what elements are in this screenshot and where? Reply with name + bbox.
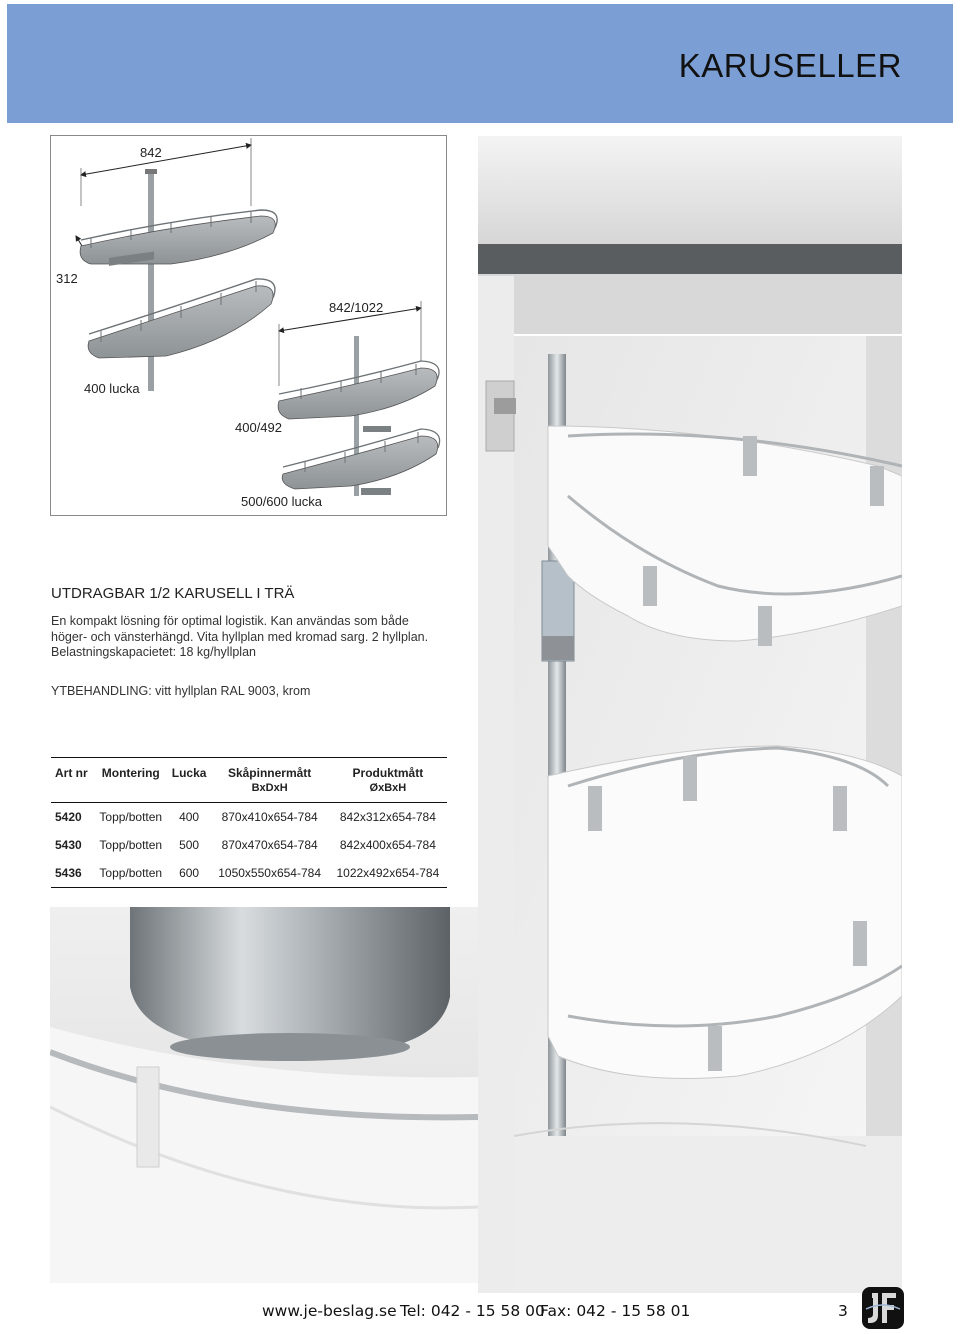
dim-width-alt-label: 842/1022 bbox=[329, 300, 384, 315]
header-montering: Montering bbox=[94, 758, 168, 803]
cell-skap: 1050x550x654-784 bbox=[211, 859, 329, 888]
cell-lucka: 600 bbox=[168, 859, 211, 888]
description-line: höger- och vänsterhängd. Vita hyllplan med kromad sarg. 2 hyllplan. bbox=[51, 629, 429, 644]
table-header-row bbox=[51, 758, 447, 803]
page-number: 3 bbox=[838, 1302, 848, 1320]
carousel-drawing bbox=[51, 136, 447, 516]
table-row bbox=[51, 803, 447, 832]
table-row bbox=[51, 831, 447, 859]
cell-montering: Topp/botten bbox=[99, 838, 163, 852]
cell-montering: Topp/botten bbox=[99, 810, 163, 824]
cell-art-nr: 5420 bbox=[55, 810, 82, 824]
footer-tel: Tel: 042 - 15 58 00 bbox=[400, 1302, 545, 1320]
product-title: UTDRAGBAR 1/2 KARUSELL I TRÄ bbox=[51, 585, 295, 602]
footer-fax: Fax: 042 - 15 58 01 bbox=[540, 1302, 691, 1320]
cell-lucka: 500 bbox=[179, 838, 200, 852]
footer-website[interactable]: www.je-beslag.se bbox=[262, 1302, 397, 1320]
cell-produkt: 1022x492x654-784 bbox=[329, 859, 447, 888]
surface-finish: YTBEHANDLING: vitt hyllplan RAL 9003, krom bbox=[51, 684, 311, 698]
cell-produkt: 842x312x654-784 bbox=[339, 810, 436, 824]
brand-logo-icon bbox=[862, 1287, 904, 1329]
technical-drawing bbox=[50, 135, 447, 516]
cell-produkt: 842x400x654-784 bbox=[339, 838, 436, 852]
table-row bbox=[51, 859, 447, 888]
lucka-500-600-label: 500/600 lucka bbox=[241, 494, 322, 509]
product-description bbox=[51, 614, 451, 661]
lucka-400-label: 400 lucka bbox=[84, 381, 140, 396]
closeup-photo bbox=[50, 907, 478, 1283]
header-produktmatt: Produktmått ØxBxH bbox=[329, 758, 447, 803]
description-line: En kompakt lösning för optimal logistik. Kan användas som både bbox=[51, 614, 409, 628]
dim-depth-label: 312 bbox=[56, 271, 78, 286]
cabinet-photo bbox=[478, 136, 902, 1293]
description-line: Belastningskapacietet: 18 kg/hyllplan bbox=[51, 645, 256, 660]
dim-width-label: 842 bbox=[140, 145, 162, 160]
spec-table bbox=[51, 757, 447, 888]
header-art-nr: Art nr bbox=[51, 758, 94, 803]
cell-art-nr: 5430 bbox=[55, 838, 82, 852]
cell-skap: 870x410x654-784 bbox=[221, 810, 318, 824]
cell-art-nr: 5436 bbox=[51, 859, 94, 888]
cell-skap: 870x470x654-784 bbox=[221, 838, 318, 852]
cell-montering: Topp/botten bbox=[94, 859, 168, 888]
header-lucka: Lucka bbox=[168, 758, 211, 803]
dim-400-492-label: 400/492 bbox=[235, 420, 282, 435]
cell-lucka: 400 bbox=[179, 810, 200, 824]
header-skapinnermatt: Skåpinnermått BxDxH bbox=[211, 758, 329, 803]
page-title: KARUSELLER bbox=[678, 47, 902, 84]
